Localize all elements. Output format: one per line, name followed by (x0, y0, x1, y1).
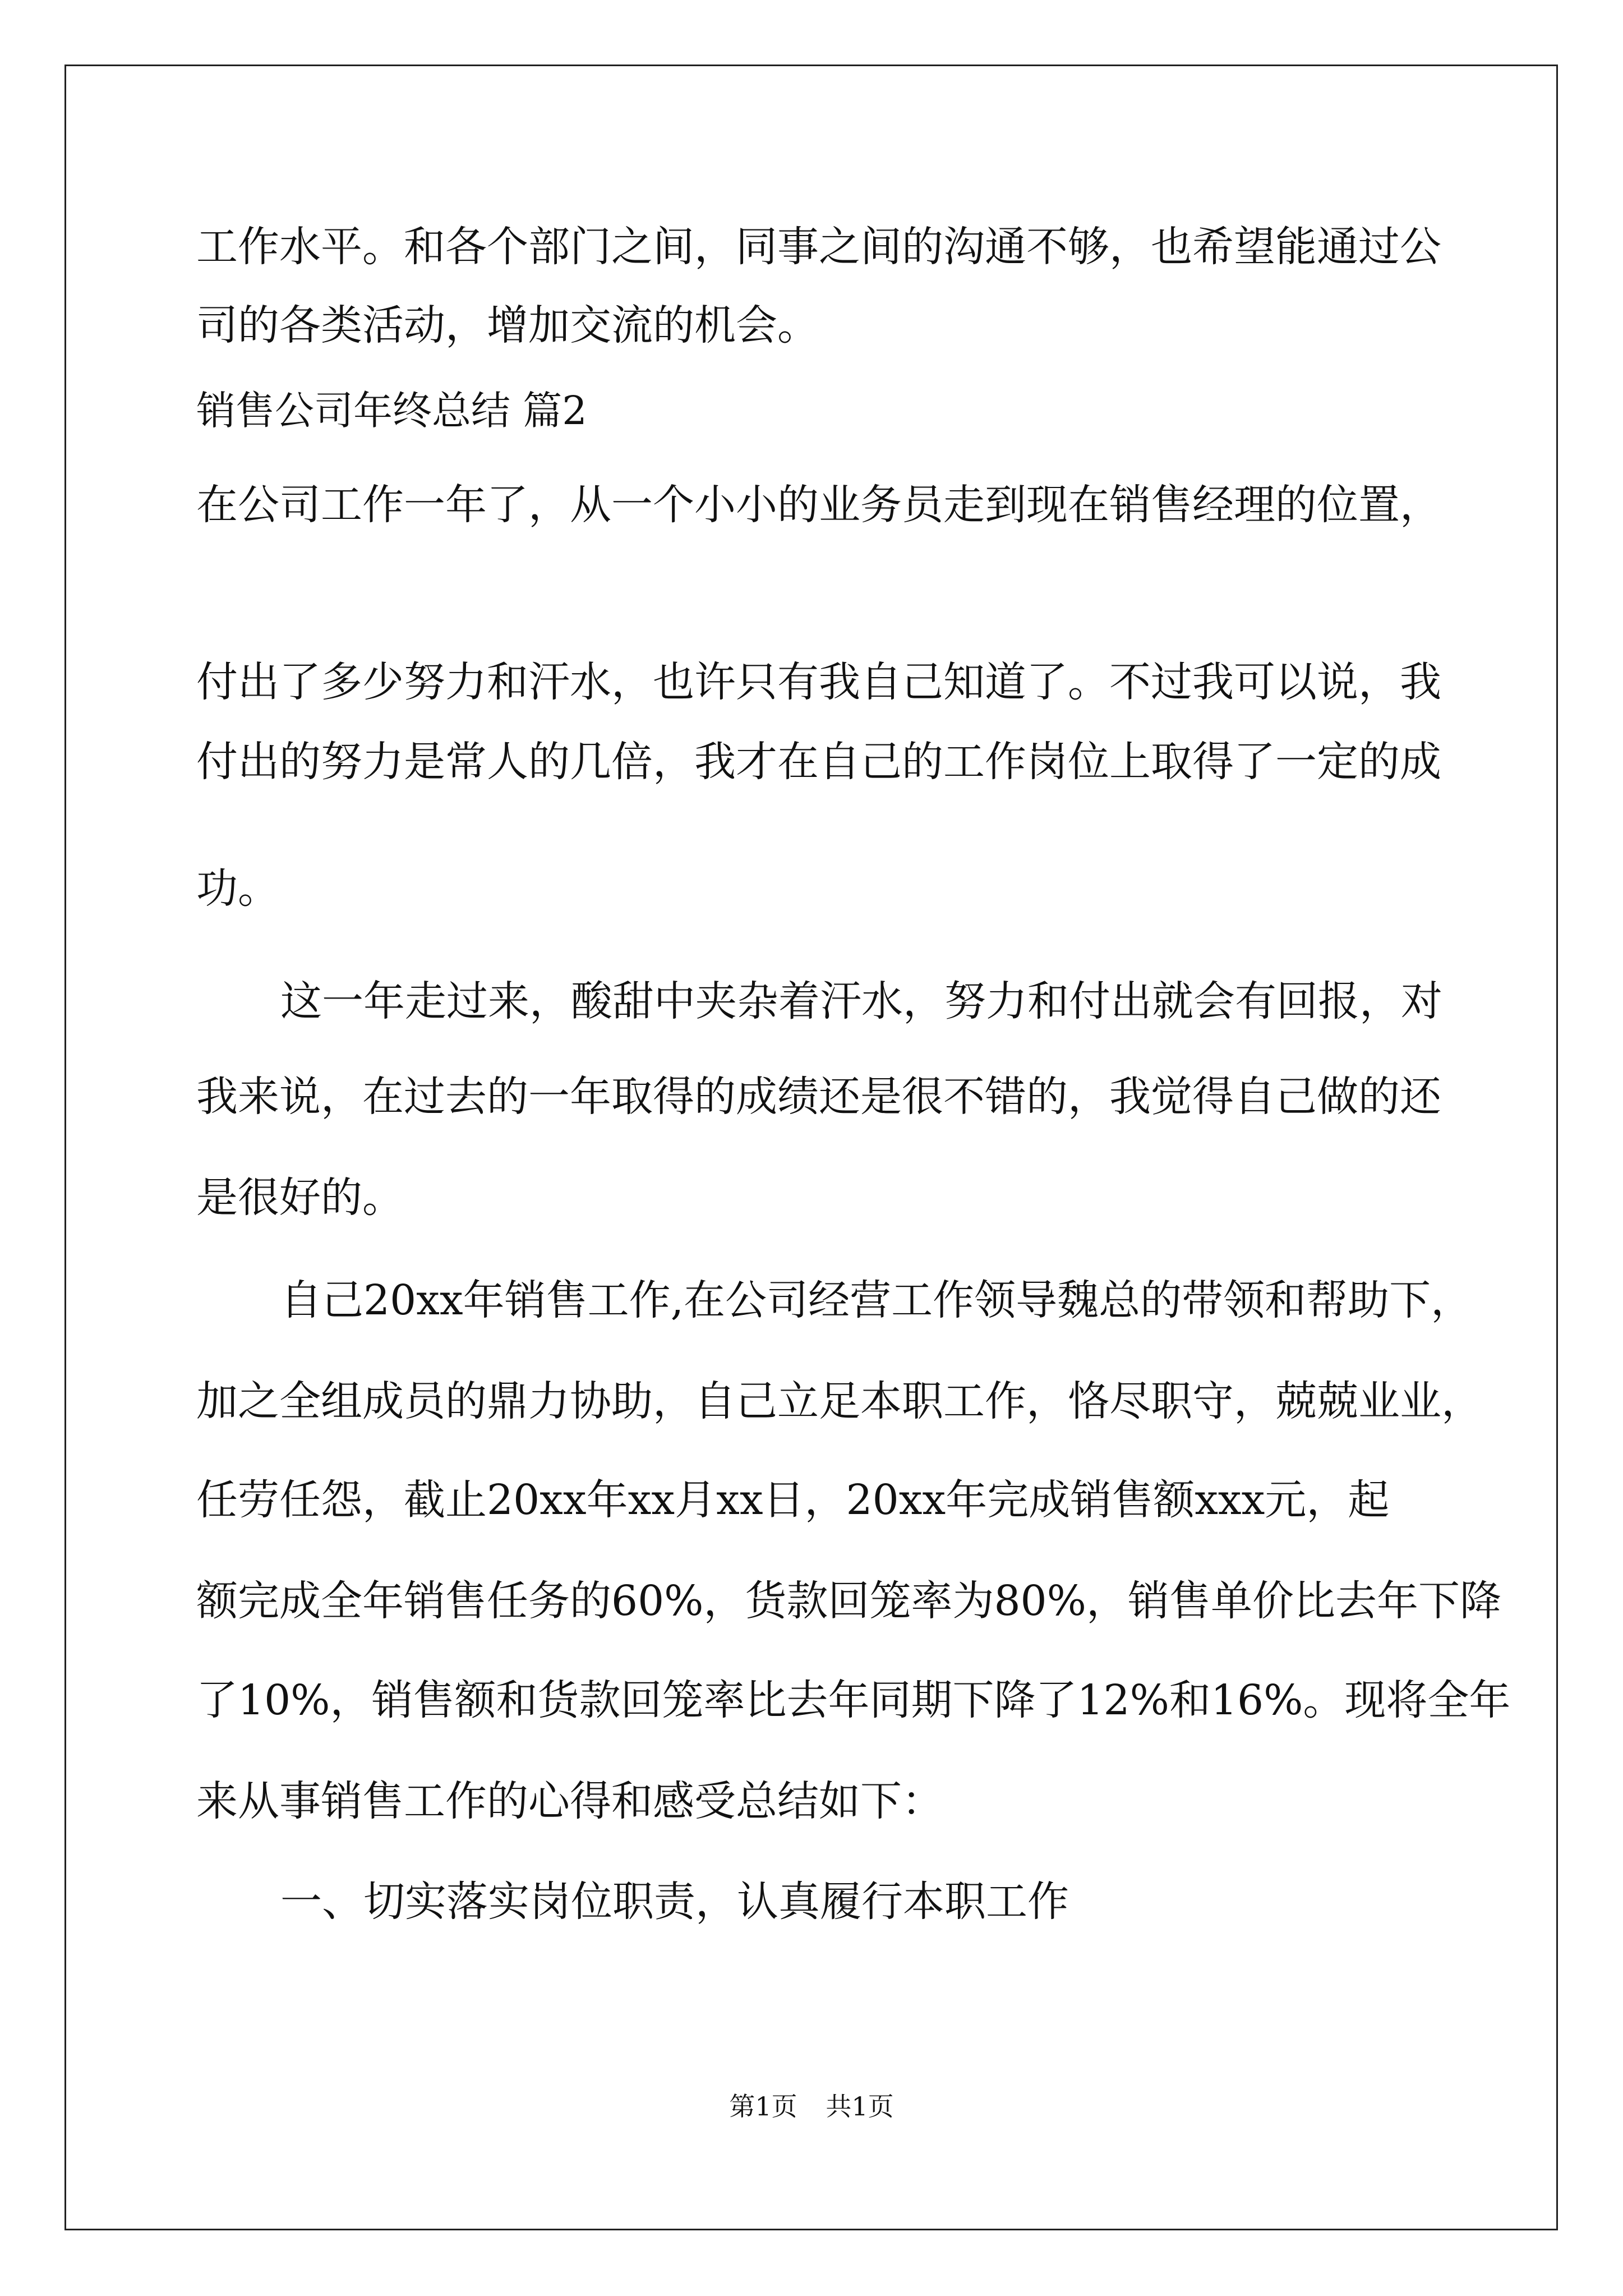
paragraph-line: 加之全组成员的鼎力协助，自己立足本职工作，恪尽职守，兢兢业业， (196, 1377, 1483, 1425)
paragraph-line: 来从事销售工作的心得和感受总结如下： (196, 1777, 943, 1825)
paragraph-line: 功。 (196, 864, 279, 913)
paragraph-line: 这一年走过来，酸甜中夹杂着汗水，努力和付出就会有回报，对 (280, 977, 1442, 1025)
paragraph-line: 是很好的。 (196, 1174, 404, 1222)
paragraph-line: 额完成全年销售任务的60%，货款回笼率为80%，销售单价比去年下降 (196, 1577, 1501, 1625)
paragraph-line: 自己20xx年销售工作,在公司经营工作领导魏总的带领和帮助下， (280, 1276, 1473, 1324)
paragraph-line: 了10%，销售额和货款回笼率比去年同期下降了12%和16%。现将全年 (196, 1676, 1511, 1724)
paragraph-line: 付出的努力是常人的几倍，我才在自己的工作岗位上取得了一定的成 (196, 738, 1441, 786)
paragraph-line: 在公司工作一年了，从一个小小的业务员走到现在销售经理的位置， (196, 481, 1441, 529)
paragraph-line: 付出了多少努力和汗水，也许只有我自己知道了。不过我可以说，我 (196, 658, 1441, 706)
paragraph-line: 工作水平。和各个部门之间，同事之间的沟通不够，也希望能通过公 (196, 223, 1441, 271)
page-total: 共1页 (826, 2091, 894, 2122)
page-footer (0, 2090, 1623, 2123)
page-number: 第1页 (729, 2091, 797, 2122)
paragraph-line: 任劳任怨，截止20xx年xx月xx日，20xx年完成销售额xxx元，起 (196, 1476, 1390, 1524)
section-heading: 销售公司年终总结 篇2 (196, 388, 587, 434)
section-subheading: 一、切实落实岗位职责，认真履行本职工作 (280, 1878, 1069, 1926)
paragraph-line: 我来说，在过去的一年取得的成绩还是很不错的，我觉得自己做的还 (196, 1073, 1441, 1121)
paragraph-line: 司的各类活动，增加交流的机会。 (196, 301, 819, 349)
